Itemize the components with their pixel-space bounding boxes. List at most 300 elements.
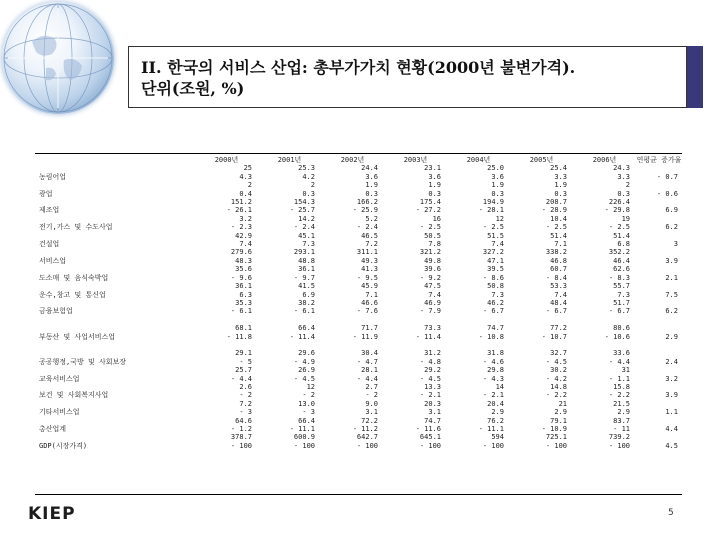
- value-cell: 29.1: [235, 349, 252, 358]
- header-cell: 2002년: [340, 156, 365, 164]
- value-cell: 51.4: [550, 231, 567, 240]
- value-cell: 2.9: [491, 408, 504, 417]
- row-label: 전기,가스 및 수도사업: [39, 223, 113, 232]
- table-row: [35, 442, 682, 450]
- value-cell: 6.8: [617, 240, 630, 249]
- value-cell: - 4.8: [419, 357, 441, 366]
- value-cell: 49.8: [424, 256, 441, 265]
- value-cell: - 4.4: [230, 374, 252, 383]
- value-cell: 7.4: [554, 290, 567, 299]
- value-cell: 68.1: [235, 324, 252, 333]
- value-cell: 2.9: [617, 408, 630, 417]
- value-cell: 5.2: [365, 214, 378, 223]
- value-cell: 79.1: [550, 416, 567, 425]
- growth-rate-cell: [636, 282, 682, 290]
- value-cell: 725.1: [545, 433, 567, 442]
- header-cell: 연평균 증가율: [636, 156, 682, 164]
- growth-rate-cell: [636, 181, 682, 189]
- growth-rate-cell: - 0.7: [656, 172, 678, 181]
- value-cell: 642.7: [356, 433, 378, 442]
- value-cell: - 100: [230, 441, 252, 450]
- table-row: [35, 190, 682, 198]
- value-cell: - 2.2: [608, 391, 630, 400]
- row-label: 교육서비스업: [39, 374, 80, 383]
- value-cell: 7.2: [239, 399, 252, 408]
- value-cell: - 8.3: [608, 273, 630, 282]
- value-cell: 32.7: [550, 349, 567, 358]
- value-cell: - 26.1: [226, 206, 252, 215]
- table-row: [35, 366, 682, 374]
- value-cell: 47.5: [424, 282, 441, 291]
- growth-rate-cell: [636, 383, 682, 391]
- value-cell: 3.2: [239, 214, 252, 223]
- value-cell: [447, 316, 510, 324]
- value-cell: 39.6: [424, 265, 441, 274]
- value-cell: - 28.1: [478, 206, 504, 215]
- growth-rate-cell: 4.5: [665, 441, 678, 450]
- row-label: 기타서비스업: [39, 408, 80, 417]
- table-top-rule: [35, 153, 682, 154]
- header-cell: 2003년: [403, 156, 428, 164]
- value-cell: 29.6: [298, 349, 315, 358]
- value-cell: - 2.4: [293, 223, 315, 232]
- value-cell: 64.6: [235, 416, 252, 425]
- value-cell: - 2: [239, 391, 252, 400]
- growth-rate-cell: 1.1: [665, 408, 678, 417]
- value-cell: - 25.7: [289, 206, 315, 215]
- growth-rate-cell: 3: [673, 240, 678, 249]
- value-cell: 48.3: [235, 256, 252, 265]
- value-cell: 3.6: [491, 172, 504, 181]
- table-header-row: [35, 156, 682, 164]
- value-cell: - 9.6: [230, 273, 252, 282]
- header-cell: 2006년: [592, 156, 617, 164]
- table-row: [35, 223, 682, 231]
- value-cell: [384, 316, 447, 324]
- value-cell: 20.3: [424, 399, 441, 408]
- value-cell: 25.3: [298, 164, 315, 173]
- value-cell: 9.0: [365, 399, 378, 408]
- value-cell: - 11.8: [226, 332, 252, 341]
- value-cell: 28.1: [361, 366, 378, 375]
- value-cell: [321, 316, 384, 324]
- value-cell: 2: [625, 181, 630, 190]
- table-row: [35, 408, 682, 416]
- value-cell: 51.5: [487, 231, 504, 240]
- table-row: [35, 358, 682, 366]
- value-cell: 13.3: [424, 382, 441, 391]
- value-cell: 3.3: [617, 172, 630, 181]
- value-cell: - 28.9: [541, 206, 567, 215]
- value-cell: 25: [243, 164, 252, 173]
- row-label: 농림어업: [39, 172, 67, 181]
- value-cell: 7.4: [491, 240, 504, 249]
- value-cell: 6.3: [239, 290, 252, 299]
- table-row: [35, 248, 682, 256]
- value-cell: - 100: [293, 441, 315, 450]
- value-cell: 13.0: [298, 399, 315, 408]
- value-cell: 7.2: [365, 240, 378, 249]
- value-cell: - 11.6: [415, 424, 441, 433]
- value-cell: 41.5: [298, 282, 315, 291]
- value-cell: 20.4: [487, 399, 504, 408]
- value-cell: 71.7: [361, 324, 378, 333]
- value-cell: - 29.8: [604, 206, 630, 215]
- growth-rate-cell: 3.2: [665, 374, 678, 383]
- value-cell: 0.3: [302, 189, 315, 198]
- value-cell: 47.1: [487, 256, 504, 265]
- header-cell: 2004년: [466, 156, 491, 164]
- value-cell: 3.6: [428, 172, 441, 181]
- value-cell: 14.8: [550, 382, 567, 391]
- value-cell: 72.2: [361, 416, 378, 425]
- value-cell: 25.4: [550, 164, 567, 173]
- value-cell: - 10.6: [604, 332, 630, 341]
- value-cell: - 4.4: [356, 374, 378, 383]
- value-cell: - 6.7: [482, 307, 504, 316]
- table-row: [35, 299, 682, 307]
- value-cell: 62.6: [613, 265, 630, 274]
- value-cell: 38.2: [298, 298, 315, 307]
- value-cell: - 9.7: [293, 273, 315, 282]
- value-cell: - 4.7: [356, 357, 378, 366]
- table-row: [35, 333, 682, 341]
- value-cell: 49.3: [361, 256, 378, 265]
- value-cell: - 5: [239, 357, 252, 366]
- table-row: [35, 400, 682, 408]
- row-label: 금융보험업: [39, 307, 73, 316]
- value-cell: 25.0: [487, 164, 504, 173]
- table-row: [35, 173, 682, 181]
- header-cell: 2000년: [214, 156, 239, 164]
- growth-rate-cell: 4.4: [665, 424, 678, 433]
- value-cell: 46.4: [613, 256, 630, 265]
- table-row: [35, 307, 682, 315]
- table-row: [35, 349, 682, 357]
- value-cell: 26.9: [298, 366, 315, 375]
- value-added-table: [35, 156, 682, 450]
- value-cell: - 11.9: [352, 332, 378, 341]
- value-cell: 53.3: [550, 282, 567, 291]
- value-cell: - 7.6: [356, 307, 378, 316]
- row-label: [35, 299, 195, 307]
- value-cell: - 100: [482, 441, 504, 450]
- value-cell: - 6.7: [545, 307, 567, 316]
- value-cell: 74.7: [487, 324, 504, 333]
- table-row: [35, 324, 682, 332]
- value-cell: 66.4: [298, 324, 315, 333]
- value-cell: 23.1: [424, 164, 441, 173]
- value-cell: 45.1: [298, 231, 315, 240]
- value-cell: - 8.4: [545, 273, 567, 282]
- table-row: [35, 240, 682, 248]
- value-cell: 21: [558, 399, 567, 408]
- growth-rate-cell: 6.2: [665, 223, 678, 232]
- value-cell: - 25.9: [352, 206, 378, 215]
- value-cell: - 4.4: [608, 357, 630, 366]
- value-cell: 66.4: [298, 416, 315, 425]
- value-cell: - 6.1: [293, 307, 315, 316]
- table-row: [35, 291, 682, 299]
- growth-rate-cell: [636, 417, 682, 425]
- row-label: [35, 417, 195, 425]
- table-row: [35, 274, 682, 282]
- row-label: GDP(시장가격): [39, 441, 88, 450]
- growth-rate-cell: [636, 232, 682, 240]
- value-cell: - 2.5: [419, 223, 441, 232]
- table-row: [35, 341, 682, 349]
- row-label: [35, 164, 195, 172]
- value-cell: - 6.1: [230, 307, 252, 316]
- row-label: [35, 181, 195, 189]
- value-cell: 293.1: [293, 248, 315, 257]
- value-cell: 1.9: [428, 181, 441, 190]
- value-cell: 12: [306, 382, 315, 391]
- row-label: 운수,창고 및 통신업: [39, 290, 106, 299]
- value-cell: - 2.1: [482, 391, 504, 400]
- value-cell: 1.9: [554, 181, 567, 190]
- value-cell: 46.8: [550, 256, 567, 265]
- value-cell: 7.4: [239, 240, 252, 249]
- value-cell: - 2.4: [356, 223, 378, 232]
- value-cell: - 7.9: [419, 307, 441, 316]
- value-cell: [510, 341, 573, 349]
- value-cell: 321.2: [419, 248, 441, 257]
- table-row: [35, 316, 682, 324]
- value-cell: 35.6: [235, 265, 252, 274]
- value-cell: 46.5: [361, 231, 378, 240]
- value-cell: - 3: [239, 408, 252, 417]
- value-cell: 2.7: [365, 382, 378, 391]
- value-cell: 14: [495, 382, 504, 391]
- title-box: [128, 46, 687, 108]
- value-cell: - 10.8: [478, 332, 504, 341]
- table-body: [35, 164, 682, 450]
- value-cell: 48.4: [550, 298, 567, 307]
- value-cell: - 11.4: [415, 332, 441, 341]
- value-cell: - 27.2: [415, 206, 441, 215]
- value-cell: 31.8: [487, 349, 504, 358]
- value-cell: - 1.1: [608, 374, 630, 383]
- table-row: [35, 206, 682, 214]
- value-cell: [573, 341, 636, 349]
- row-label: [35, 316, 195, 324]
- value-cell: 151.2: [230, 198, 252, 207]
- growth-rate-cell: 7.5: [665, 290, 678, 299]
- growth-rate-cell: [636, 366, 682, 374]
- growth-rate-cell: 6.9: [665, 206, 678, 215]
- table-row: [35, 198, 682, 206]
- growth-rate-cell: 6.2: [665, 307, 678, 316]
- value-cell: 7.4: [428, 290, 441, 299]
- value-cell: 83.7: [613, 416, 630, 425]
- value-cell: 41.3: [361, 265, 378, 274]
- value-cell: 0.3: [491, 189, 504, 198]
- value-cell: 51.4: [613, 231, 630, 240]
- value-cell: [258, 341, 321, 349]
- value-cell: - 2.3: [230, 223, 252, 232]
- growth-rate-cell: 2.9: [665, 332, 678, 341]
- value-cell: 1.9: [491, 181, 504, 190]
- header-cell: 2001년: [277, 156, 302, 164]
- value-cell: 7.3: [302, 240, 315, 249]
- value-cell: 39.5: [487, 265, 504, 274]
- kiep-logo: KIEP: [28, 504, 76, 524]
- value-cell: - 4.9: [293, 357, 315, 366]
- table-row: [35, 425, 682, 433]
- row-label: [35, 349, 195, 357]
- table-row: [35, 375, 682, 383]
- table-row: [35, 215, 682, 223]
- value-cell: - 100: [608, 441, 630, 450]
- value-cell: 175.4: [419, 198, 441, 207]
- value-cell: 46.9: [424, 298, 441, 307]
- value-cell: 4.3: [239, 172, 252, 181]
- value-cell: 7.1: [365, 290, 378, 299]
- value-cell: 2.9: [554, 408, 567, 417]
- value-cell: 338.2: [545, 248, 567, 257]
- growth-rate-cell: 3.9: [665, 391, 678, 400]
- value-cell: 60.7: [550, 265, 567, 274]
- growth-rate-cell: [636, 248, 682, 256]
- value-cell: 600.9: [293, 433, 315, 442]
- row-label: 공공행정,국방 및 사회보장: [39, 357, 127, 366]
- row-label: [35, 324, 195, 332]
- value-cell: [573, 316, 636, 324]
- value-cell: 14.2: [298, 214, 315, 223]
- value-cell: 46.6: [361, 298, 378, 307]
- value-cell: 3.1: [428, 408, 441, 417]
- value-cell: 0.3: [428, 189, 441, 198]
- value-cell: 46.2: [487, 298, 504, 307]
- value-cell: 3.6: [365, 172, 378, 181]
- title-accent-bar: [687, 46, 703, 108]
- value-cell: 1.9: [365, 181, 378, 190]
- value-cell: 77.2: [550, 324, 567, 333]
- value-cell: - 4.3: [482, 374, 504, 383]
- slide-title-line1: II. 한국의 서비스 산업: 총부가가치 현황(2000년 불변가격).: [141, 58, 576, 77]
- value-cell: 31.2: [424, 349, 441, 358]
- value-cell: 327.2: [482, 248, 504, 257]
- value-cell: 31: [621, 366, 630, 375]
- growth-rate-cell: [636, 198, 682, 206]
- value-cell: - 1.2: [230, 424, 252, 433]
- value-cell: 55.7: [613, 282, 630, 291]
- value-cell: [195, 341, 258, 349]
- value-cell: - 100: [356, 441, 378, 450]
- table-row: [35, 164, 682, 172]
- value-cell: 48.8: [298, 256, 315, 265]
- growth-rate-cell: [636, 433, 682, 441]
- row-label: [35, 433, 195, 441]
- growth-rate-cell: [636, 316, 682, 324]
- value-cell: 42.9: [235, 231, 252, 240]
- value-cell: [321, 341, 384, 349]
- value-cell: - 2.2: [545, 391, 567, 400]
- value-cell: 33.6: [613, 349, 630, 358]
- value-cell: 311.1: [356, 248, 378, 257]
- value-cell: 50.8: [487, 282, 504, 291]
- row-label: 총산업계: [39, 424, 67, 433]
- row-label: [35, 366, 195, 374]
- value-cell: - 11: [613, 424, 630, 433]
- value-cell: 378.7: [230, 433, 252, 442]
- globe-logo-image: [2, 2, 114, 114]
- value-cell: 6.9: [302, 290, 315, 299]
- value-cell: 36.1: [235, 282, 252, 291]
- value-cell: 3.3: [554, 172, 567, 181]
- value-cell: 166.2: [356, 198, 378, 207]
- value-cell: 352.2: [608, 248, 630, 257]
- table-row: [35, 433, 682, 441]
- value-cell: - 6.7: [608, 307, 630, 316]
- value-cell: 15.8: [613, 382, 630, 391]
- value-cell: 154.3: [293, 198, 315, 207]
- table-row: [35, 181, 682, 189]
- growth-rate-cell: 2.1: [665, 273, 678, 282]
- value-cell: 0.3: [617, 189, 630, 198]
- header-cell: [35, 156, 195, 164]
- value-cell: - 2.5: [608, 223, 630, 232]
- growth-rate-cell: 2.4: [665, 357, 678, 366]
- value-cell: 2.6: [239, 382, 252, 391]
- value-cell: 30.2: [550, 366, 567, 375]
- slide-title-line2: 단위(조원, %): [141, 79, 245, 98]
- row-label: [35, 198, 195, 206]
- value-cell: 7.8: [428, 240, 441, 249]
- value-cell: 7.3: [617, 290, 630, 299]
- value-cell: 2: [247, 181, 252, 190]
- growth-rate-cell: [636, 299, 682, 307]
- table-row: [35, 232, 682, 240]
- value-cell: 36.1: [298, 265, 315, 274]
- row-label: 도소매 및 음식숙박업: [39, 273, 109, 282]
- value-cell: 208.7: [545, 198, 567, 207]
- value-cell: 50.5: [424, 231, 441, 240]
- growth-rate-cell: 3.9: [665, 256, 678, 265]
- row-label: 제조업: [39, 206, 60, 215]
- row-label: [35, 265, 195, 273]
- value-cell: 0.3: [365, 189, 378, 198]
- growth-rate-cell: [636, 164, 682, 172]
- value-cell: - 10.7: [541, 332, 567, 341]
- value-cell: [258, 316, 321, 324]
- value-cell: - 4.5: [545, 357, 567, 366]
- value-cell: [384, 341, 447, 349]
- value-cell: 76.2: [487, 416, 504, 425]
- row-label: 서비스업: [39, 256, 67, 265]
- value-cell: 45.9: [361, 282, 378, 291]
- growth-rate-cell: - 0.6: [656, 189, 678, 198]
- value-cell: [195, 316, 258, 324]
- value-cell: 16: [432, 214, 441, 223]
- table-row: [35, 257, 682, 265]
- value-cell: - 10.9: [541, 424, 567, 433]
- value-cell: - 8.6: [482, 273, 504, 282]
- value-cell: 21.5: [613, 399, 630, 408]
- row-label: [35, 383, 195, 391]
- value-cell: 51.7: [613, 298, 630, 307]
- value-cell: 29.2: [424, 366, 441, 375]
- value-cell: 19: [621, 214, 630, 223]
- value-cell: - 4.6: [482, 357, 504, 366]
- growth-rate-cell: [636, 324, 682, 332]
- value-cell: 194.9: [482, 198, 504, 207]
- value-cell: [447, 341, 510, 349]
- value-cell: 0.4: [239, 189, 252, 198]
- value-cell: 73.3: [424, 324, 441, 333]
- value-cell: 3.1: [365, 408, 378, 417]
